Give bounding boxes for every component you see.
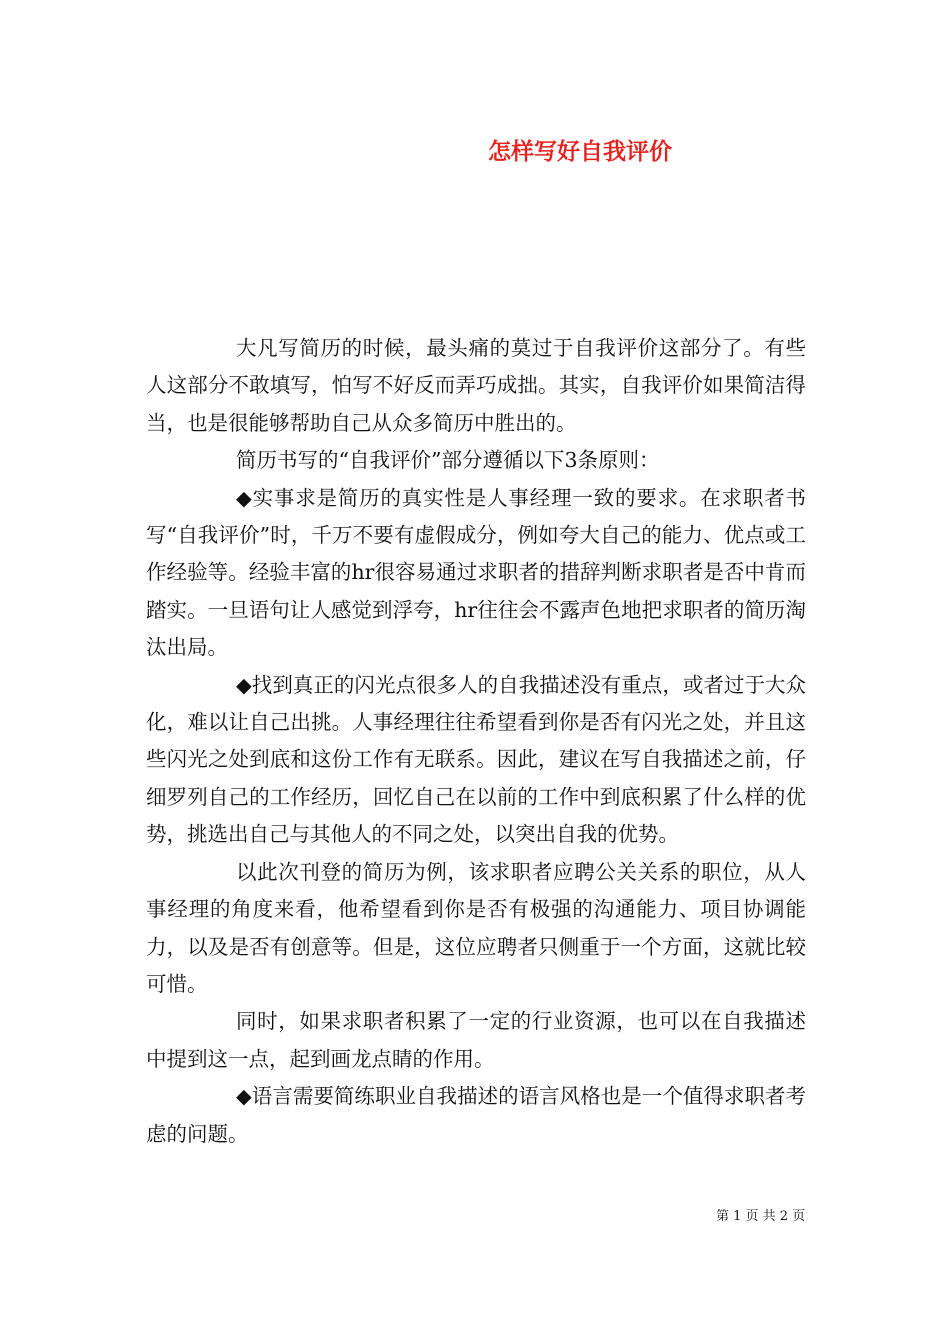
paragraph: ◆实事求是简历的真实性是人事经理一致的要求。在求职者书写“自我评价”时，千万不要有虚假成分，例如夸大自己的能力、优点或工作经验等。经验丰富的hr很容易通过求职者的措辞判断求职者是否中肯而踏实。一旦语句让人感觉到浮夸，hr往往会不露声色地把求职者的简历淘汰出局。	[146, 485, 806, 660]
page-number: 第 1 页 共 2 页	[716, 1209, 806, 1224]
paragraph: 同时，如果求职者积累了一定的行业资源，也可以在自我描述中提到这一点，起到画龙点睛的作用。	[146, 1009, 806, 1071]
paragraph: ◆语言需要简练职业自我描述的语言风格也是一个值得求职者考虑的问题。	[146, 1084, 806, 1146]
paragraph: 大凡写简历的时候，最头痛的莫过于自我评价这部分了。有些人这部分不敢填写，怕写不好反而弄巧成拙。其实，自我评价如果简洁得当，也是很能够帮助自己从众多简历中胜出的。	[146, 336, 806, 435]
paragraph: 以此次刊登的简历为例，该求职者应聘公关关系的职位，从人事经理的角度来看，他希望看到你是否有极强的沟通能力、项目协调能力，以及是否有创意等。但是，这位应聘者只侧重于一个方面，这就比较可惜。	[146, 859, 806, 996]
page-title: 怎样写好自我评价	[488, 138, 672, 165]
paragraph: 简历书写的“自我评价”部分遵循以下3条原则：	[236, 448, 660, 473]
paragraph: ◆找到真正的闪光点很多人的自我描述没有重点，或者过于大众化，难以让自己出挑。人事经理往往希望看到你是否有闪光之处，并且这些闪光之处到底和这份工作有无联系。因此，建议在写自我描述之前，仔细罗列自己的工作经历，回忆自己在以前的工作中到底积累了什么样的优势，挑选出自己与其他人的不同之处，以突出自我的优势。	[146, 672, 806, 847]
document-body	[146, 330, 806, 1153]
